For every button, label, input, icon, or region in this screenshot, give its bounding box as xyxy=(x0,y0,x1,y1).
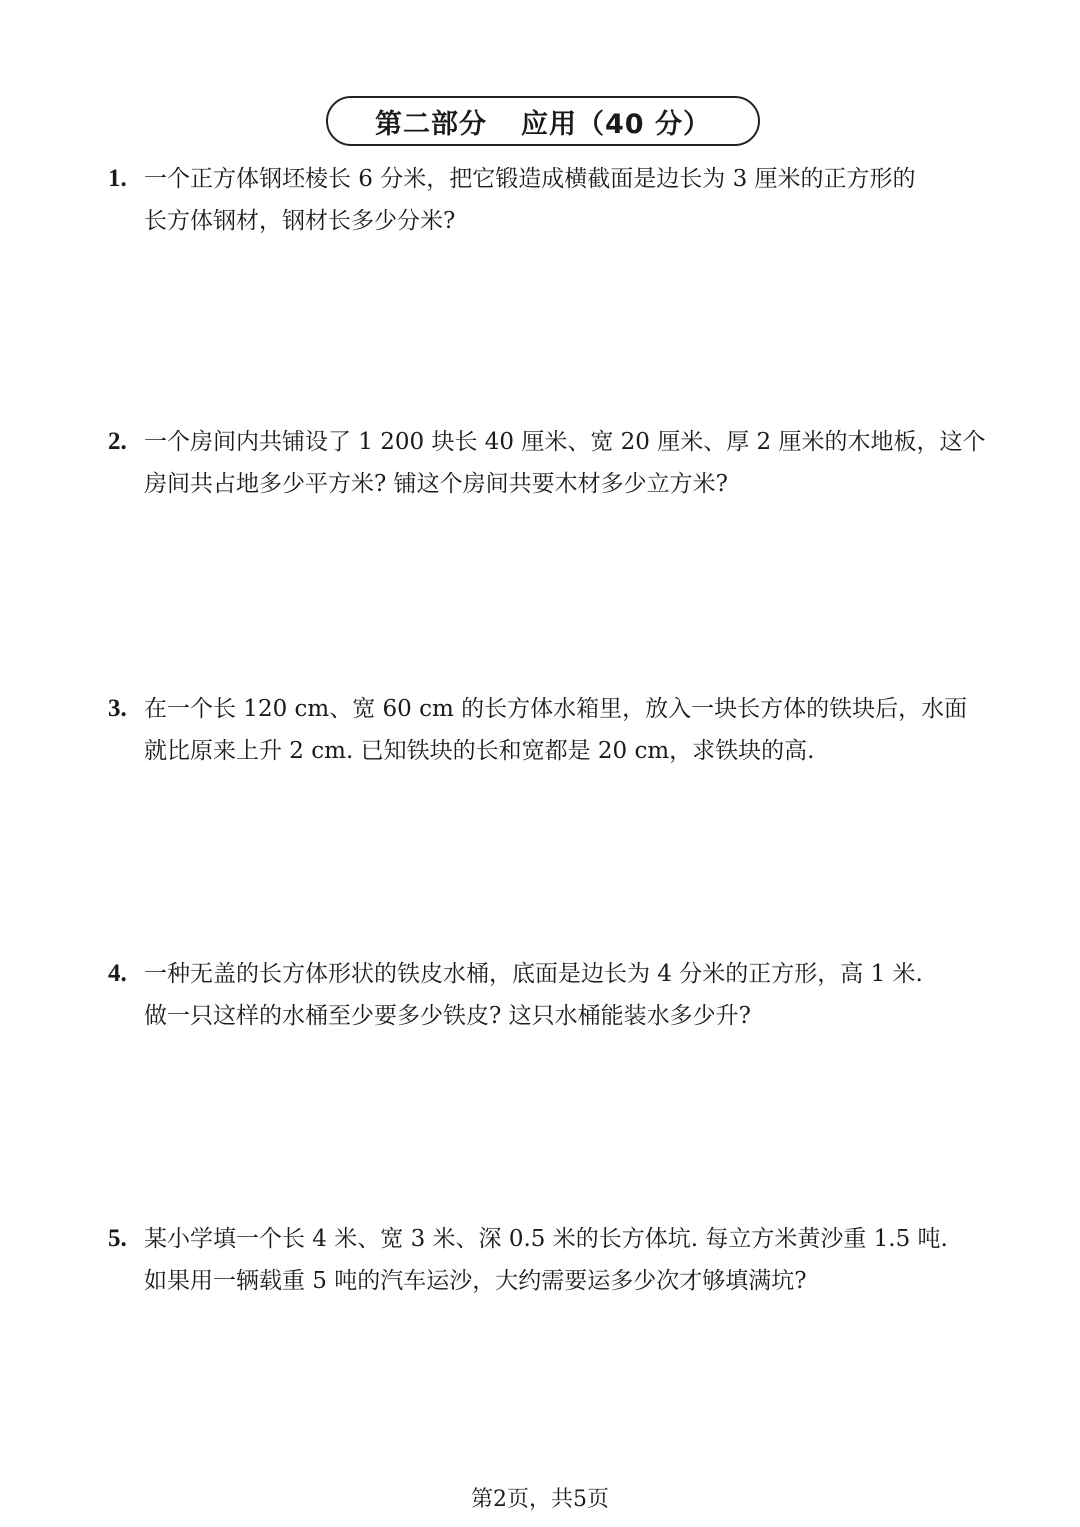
question-text-line: 在一个长 120 cm、宽 60 cm 的长方体水箱里，放入一块长方体的铁块后，水面 xyxy=(144,696,968,722)
question-number: 2. xyxy=(108,428,127,455)
question-text-line: 就比原来上升 2 cm. 已知铁块的长和宽都是 20 cm，求铁块的高. xyxy=(144,738,815,764)
section-title xyxy=(326,96,760,146)
question-text-line: 如果用一辆载重 5 吨的汽车运沙，大约需要运多少次才够填满坑? xyxy=(144,1268,807,1294)
question-text-line: 一个正方体钢坯棱长 6 分米，把它锻造成横截面是边长为 3 厘米的正方形的 xyxy=(144,166,916,192)
question-number: 4. xyxy=(108,960,127,987)
question-text-line: 长方体钢材，钢材长多少分米? xyxy=(144,208,456,234)
question-text-line: 做一只这样的水桶至少要多少铁皮? 这只水桶能装水多少升? xyxy=(144,1003,751,1029)
question-1 xyxy=(108,158,998,242)
question-text-line: 一个房间内共铺设了 1 200 块长 40 厘米、宽 20 厘米、厚 2 厘米的木地板，这个 xyxy=(144,429,986,455)
section-title-label: 应用（40 分） xyxy=(521,108,711,140)
question-number: 1. xyxy=(108,165,127,192)
question-2 xyxy=(108,421,998,505)
question-text-line: 房间共占地多少平方米? 铺这个房间共要木材多少立方米? xyxy=(144,471,728,497)
question-5 xyxy=(108,1218,998,1302)
page-footer: 第2页，共5页 xyxy=(471,1487,609,1512)
question-3 xyxy=(108,688,998,772)
question-number: 5. xyxy=(108,1225,127,1252)
question-4 xyxy=(108,953,998,1037)
section-part-label: 第二部分 xyxy=(375,108,487,140)
question-text-line: 某小学填一个长 4 米、宽 3 米、深 0.5 米的长方体坑. 每立方米黄沙重 1.5 吨. xyxy=(144,1226,948,1252)
question-text-line: 一种无盖的长方体形状的铁皮水桶，底面是边长为 4 分米的正方形，高 1 米. xyxy=(144,961,923,987)
question-number: 3. xyxy=(108,695,127,722)
